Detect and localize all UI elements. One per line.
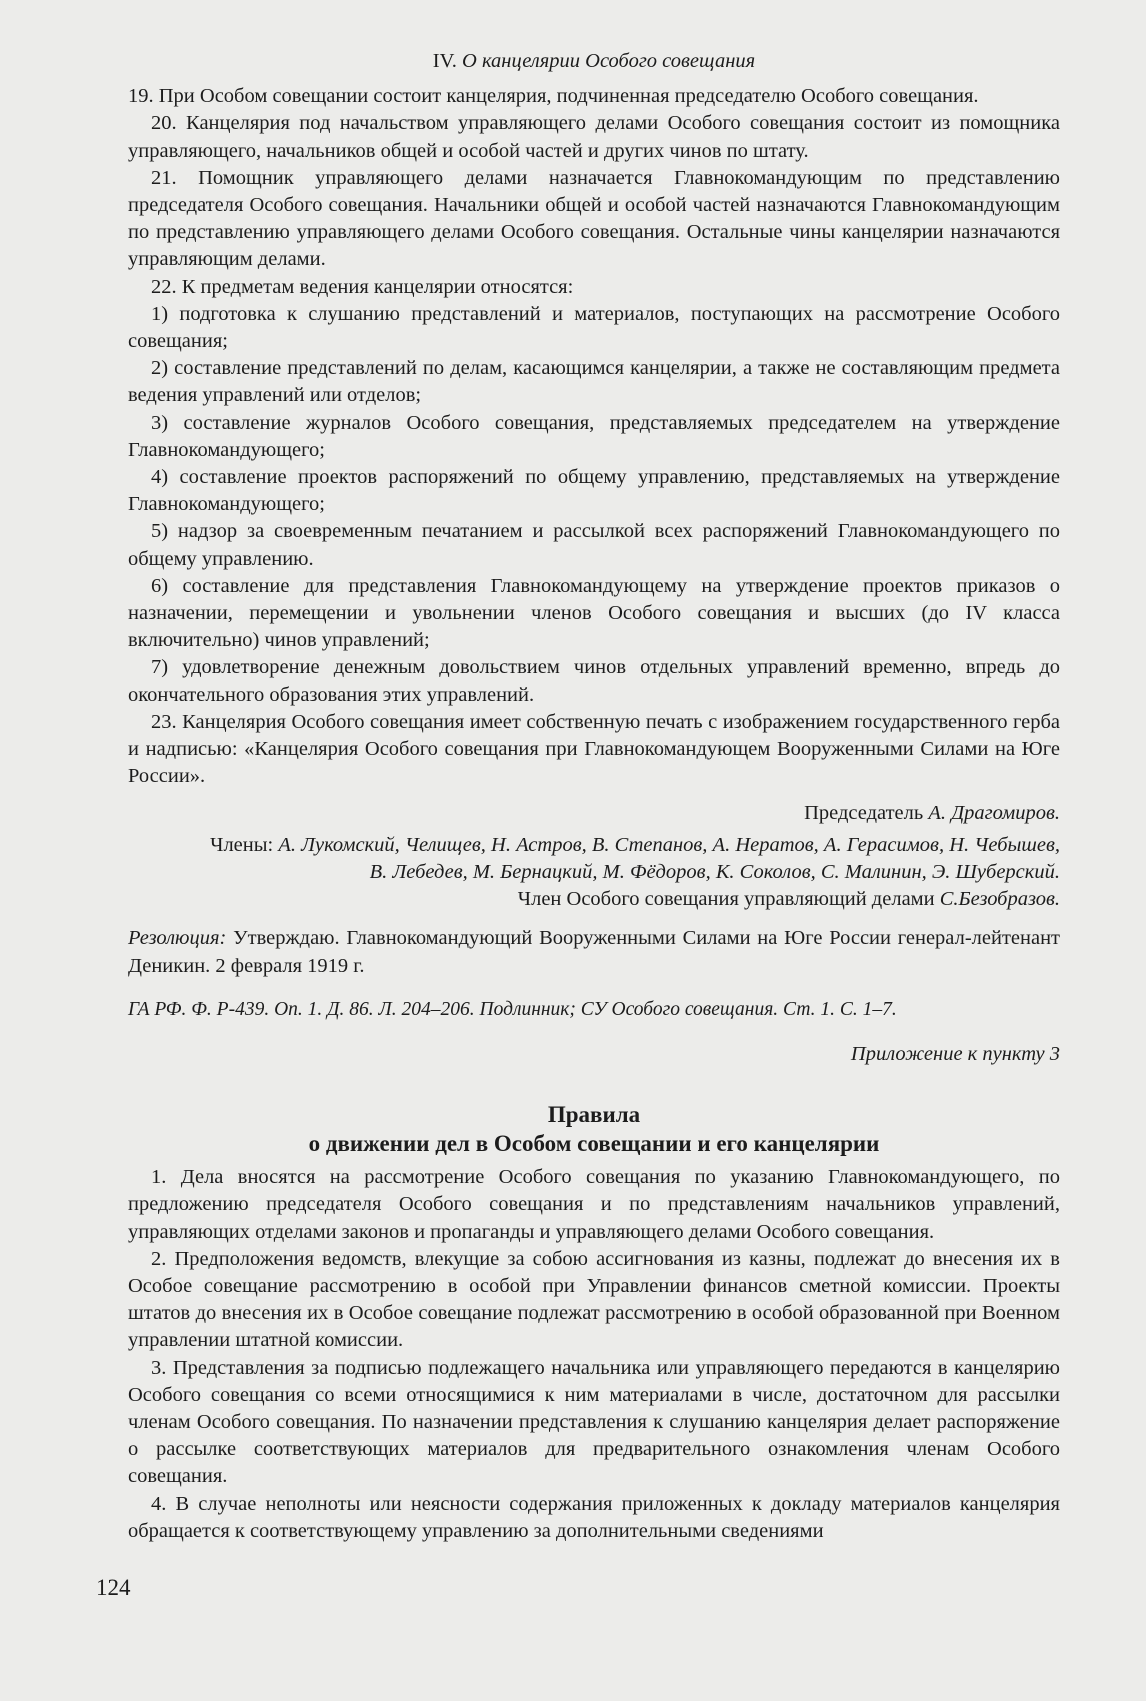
rule-4: 4. В случае неполноты или неясности содержания приложенных к докладу материалов канцелярия обращается к соответствующему управлению за дополнительными сведениями	[128, 1492, 1060, 1542]
section-heading-text: О канцелярии Особого совещания	[462, 50, 756, 72]
list-item-2: 2) составление представлений по делам, касающимся канцелярии, а также не составляющим предмета ведения управлений или отделов;	[128, 357, 1060, 407]
members-names-2: В. Лебедев, М. Бернацкий, М. Фёдоров, К. Соколов, С. Малинин, Э. Шуберский.	[369, 860, 1060, 883]
members-list	[128, 832, 1060, 886]
rules-heading	[128, 1100, 1060, 1158]
list-item-3: 3) составление журналов Особого совещания, представляемых председателем на утверждение Главнокомандующего;	[128, 411, 1060, 461]
rules-heading-line-2: о движении дел в Особом совещании и его канцелярии	[308, 1131, 880, 1157]
paragraph-19: 19. При Особом совещании состоит канцелярия, подчиненная председателю Особого совещания.	[128, 85, 979, 108]
secretary-signature	[128, 886, 1060, 913]
rules-heading-line-1: Правила	[547, 1102, 641, 1128]
list-item-6: 6) составление для представления Главнокомандующему на утверждение проектов приказов о назначении, перемещении и увольнении членов Особого совещания и высших (до IV класса включительно) чинов управлений;	[128, 574, 1060, 652]
rule-2: 2. Предположения ведомств, влекущие за собою ассигнования из казны, подлежат до внесения их в Особое совещание рассмотрению в особой при Управлении финансов сметной комиссии. Проекты штатов до внесения их в Особое совещание подлежат рассмотрению в особой образованной при Военном управлении штатной комиссии.	[128, 1247, 1060, 1352]
paragraph-20: 20. Канцелярия под начальством управляющего делами Особого совещания состоит из помощника управляющего, начальников общей и особой частей и других чинов по штату.	[128, 112, 1060, 162]
members-line-1	[128, 832, 1060, 859]
appendix-reference: Приложение к пункту 3	[850, 1042, 1060, 1065]
list-item-7: 7) удовлетворение денежным довольствием чинов отдельных управлений временно, впредь до окончательного образования этих управлений.	[128, 656, 1060, 706]
members-names-1: А. Лукомский, Челищев, Н. Астров, В. Степанов, А. Нератов, А. Герасимов, Н. Чебышев,	[278, 833, 1060, 856]
members-label: Члены:	[210, 833, 274, 856]
page-number: 124	[96, 1575, 131, 1600]
chairman-signature	[128, 800, 1060, 827]
section-number: IV.	[432, 50, 457, 72]
list-item-5: 5) надзор за своевременным печатанием и рассылкой всех распоряжений Главнокомандующего по общему управлению.	[128, 520, 1060, 570]
paragraph-21: 21. Помощник управляющего делами назначается Главнокомандующим по представлению председателя Особого совещания. Начальники общей и особой частей назначаются Главнокомандующим по представлению управляющего делами Особого совещания. Остальные чины канцелярии назначаются управляющим делами.	[128, 166, 1060, 271]
resolution-text: Утверждаю. Главнокомандующий Вооруженными Силами на Юге России генерал-лейтенант Деникин. 2 февраля 1919 г.	[128, 927, 1060, 977]
list-item-4: 4) составление проектов распоряжений по общему управлению, представляемых на утверждение Главнокомандующего;	[128, 466, 1060, 516]
resolution-label: Резолюция:	[128, 927, 227, 950]
rule-1: 1. Дела вносятся на рассмотрение Особого совещания по указанию Главнокомандующего, по предложению председателя Особого совещания и по представлениям начальников управлений, управляющих отделами законов и пропаганды и управляющего делами Особого совещания.	[128, 1166, 1060, 1243]
archive-reference: ГА РФ. Ф. Р-439. Оп. 1. Д. 86. Л. 204–206. Подлинник; СУ Особого совещания. Ст. 1. С. 1–7.	[128, 998, 897, 1020]
chairman-name: А. Драгомиров.	[928, 802, 1060, 825]
secretary-name: С.Безобразов.	[939, 888, 1060, 911]
section-heading	[128, 48, 1060, 75]
chairman-label: Председатель	[804, 802, 924, 825]
rules-body	[128, 1164, 1060, 1545]
resolution	[128, 925, 1060, 979]
paragraph-22: 22. К предметам ведения канцелярии относятся:	[151, 275, 574, 298]
page-content	[128, 48, 1060, 1545]
list-item-1: 1) подготовка к слушанию представлений и материалов, поступающих на рассмотрение Особого совещания;	[128, 302, 1060, 353]
paragraph-23: 23. Канцелярия Особого совещания имеет собственную печать с изображением государственного герба и надписью: «Канцелярия Особого совещания при Главнокомандующем Вооруженными Силами на Юге России».	[128, 710, 1060, 788]
secretary-label: Член Особого совещания управляющий делами	[517, 888, 935, 911]
rule-3: 3. Представления за подписью подлежащего начальника или управляющего передаются в канцелярию Особого совещания со всеми относящимися к ним материалами в числе, достаточном для рассылки членам Особого совещания. По назначении представления к слушанию канцелярия делает распоряжение о рассылке соответствующих материалов для предварительного ознакомления членам Особого совещания.	[128, 1356, 1060, 1488]
